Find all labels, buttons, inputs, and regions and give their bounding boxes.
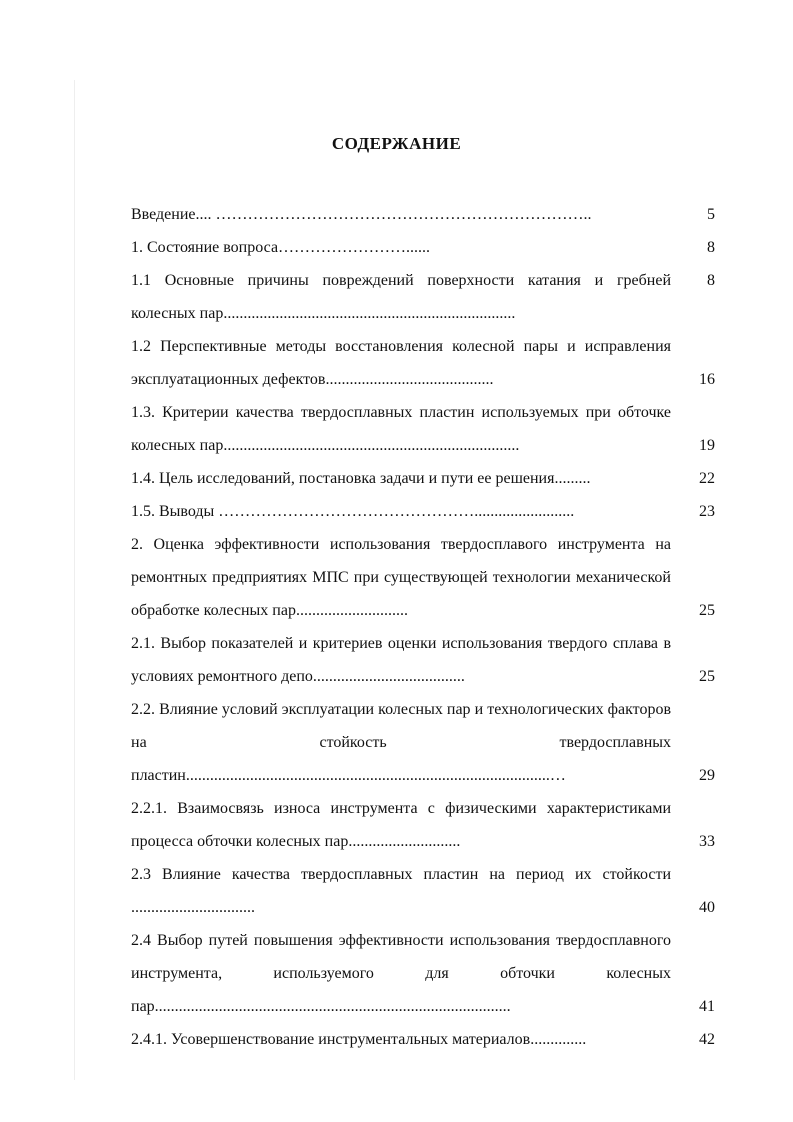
- toc-entry-text: 1.5. Выводы ………………………………………….........................: [131, 503, 575, 520]
- page-title: СОДЕРЖАНИЕ: [331, 134, 462, 153]
- toc-entry-page: 5: [707, 206, 715, 223]
- toc-entry[interactable]: [131, 495, 716, 528]
- toc-entry[interactable]: [131, 1023, 716, 1056]
- toc-entry[interactable]: [131, 264, 716, 330]
- toc-entry-page: 25: [699, 668, 715, 685]
- scan-edge: [74, 80, 75, 1080]
- toc-entry-page: 40: [699, 899, 715, 916]
- toc-entry-text: 1.3. Критерии качества твердосплавных пластин используемых при обточке колесных пар..........................................................................: [131, 404, 671, 454]
- toc-entry-page: 8: [707, 272, 715, 289]
- toc-entry-text: 2.4 Выбор путей повышения эффективности использования твердосплавного инструмента, используемого для обточки колесных пар.........................................................................................: [131, 932, 671, 1015]
- toc-entry-page: 41: [699, 998, 715, 1015]
- toc-entry[interactable]: [131, 231, 716, 264]
- toc-entry[interactable]: [131, 924, 716, 1023]
- toc-entry-page: 33: [699, 833, 715, 850]
- toc-entry-text: 2.1. Выбор показателей и критериев оценки использования твердого сплава в условиях ремонтного депо......................................: [131, 635, 671, 685]
- toc-entry-text: 2.4.1. Усовершенствование инструментальных материалов..............: [131, 1031, 587, 1048]
- toc-entry-text: 2.2.1. Взаимосвязь износа инструмента с физическими характеристиками процесса обточки колесных пар............................: [131, 800, 671, 850]
- toc-entry-page: 23: [699, 503, 715, 520]
- toc-entry-page: 29: [699, 767, 715, 784]
- toc-entry-text: Введение.... ……………………………………………………………..: [131, 206, 592, 223]
- toc-entry-page: 8: [707, 239, 715, 256]
- toc-entry-page: 19: [699, 437, 715, 454]
- toc-entry[interactable]: [131, 198, 716, 231]
- toc-entry-text: 2.3 Влияние качества твердосплавных пластин на период их стойкости ...............................: [131, 866, 671, 916]
- toc-entry[interactable]: [131, 693, 716, 792]
- toc-entry[interactable]: [131, 792, 716, 858]
- toc-entry[interactable]: [131, 330, 716, 396]
- table-of-contents: [131, 198, 716, 1056]
- toc-entry[interactable]: [131, 528, 716, 627]
- toc-entry-text: 1. Состояние вопроса……………………......: [131, 239, 431, 256]
- toc-entry[interactable]: [131, 462, 716, 495]
- toc-entry[interactable]: [131, 858, 716, 924]
- toc-entry-page: 25: [699, 602, 715, 619]
- toc-entry[interactable]: [131, 627, 716, 693]
- toc-entry-text: 1.1 Основные причины повреждений поверхности катания и гребней колесных пар.........................................................................: [131, 272, 671, 322]
- toc-entry-text: 1.2 Перспективные методы восстановления колесной пары и исправления эксплуатационных дефектов..........................................: [131, 338, 671, 388]
- toc-entry[interactable]: [131, 396, 716, 462]
- toc-entry-text: 2. Оценка эффективности использования твердосплавого инструмента на ремонтных предприятиях МПС при существующей технологии механической обработке колесных пар............................: [131, 536, 671, 619]
- toc-entry-page: 16: [699, 371, 715, 388]
- toc-entry-page: 42: [699, 1031, 715, 1048]
- toc-entry-text: 2.2. Влияние условий эксплуатации колесных пар и технологических факторов на стойкость твердосплавных пластин...........................................................................................…: [131, 701, 671, 784]
- toc-entry-text: 1.4. Цель исследований, постановка задачи и пути ее решения.........: [131, 470, 591, 487]
- toc-entry-page: 22: [699, 470, 715, 487]
